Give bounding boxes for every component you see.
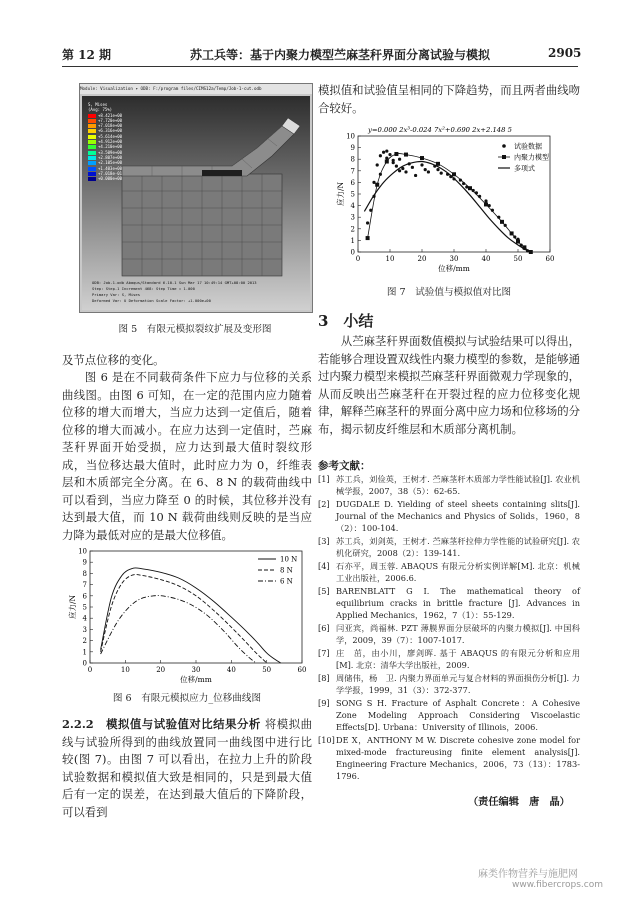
x-tick-label: 50 — [262, 666, 272, 674]
y-tick-label: 3 — [82, 625, 87, 634]
reference-text: DE X，ANTHONY M W. Discrete cohesive zone model for mixed-mode fractureusing finite element analysis[J]. Engineering Fracture Mechanics，2006，73（13）：1783-1796. — [336, 734, 580, 782]
fem-legend-swatch — [88, 161, 96, 165]
reference-item — [318, 535, 580, 559]
data-point — [392, 161, 395, 164]
reference-number: [2] — [318, 498, 330, 509]
figure-7-caption: 图 7 试验值与模拟值对比图 — [386, 287, 512, 298]
fem-legend-value: +1.403e+00 — [98, 165, 123, 171]
y-tick-label: 9 — [350, 144, 355, 153]
y-tick-label: 2 — [350, 225, 355, 234]
running-title: 苏工兵等：基于内聚力模型苎麻茎秆界面分离试验与模拟 — [190, 48, 491, 62]
fem-legend-value: +5.614e+00 — [98, 133, 123, 139]
x-tick-label: 0 — [87, 666, 93, 674]
reference-item — [318, 498, 580, 535]
y-tick-label: 8 — [350, 155, 355, 164]
fem-legend-value: +2.807e+00 — [98, 154, 123, 160]
x-tick-label: 40 — [226, 666, 236, 674]
x-axis-label: 位移/mm — [438, 264, 470, 273]
series-line-10n — [101, 568, 281, 663]
y-tick-label: 5 — [350, 190, 355, 199]
reference-item — [318, 473, 580, 497]
model-point — [529, 250, 533, 254]
y-axis-label: 应力/N — [68, 594, 77, 620]
reference-number: [6] — [318, 622, 330, 633]
x-tick-label: 0 — [355, 255, 361, 263]
references-list — [318, 473, 580, 783]
data-point — [385, 156, 388, 159]
fem-legend-value: +0.000e+00 — [98, 176, 123, 182]
left-continuation: 及节点位移的变化。 — [62, 353, 165, 367]
data-point — [484, 199, 487, 202]
legend-swatch — [502, 144, 506, 148]
x-tick-label: 60 — [545, 255, 555, 263]
data-point — [436, 168, 439, 171]
polynomial-fit-line — [364, 161, 527, 250]
responsible-editor: （责任编辑 唐 晶） — [468, 796, 570, 808]
data-point — [382, 151, 385, 154]
data-point — [376, 163, 379, 166]
model-point — [452, 172, 456, 176]
figure-5-caption: 图 5 有限元模拟裂纹扩展及变形图 — [118, 324, 272, 335]
fem-viewport — [82, 96, 310, 310]
reference-number: [9] — [318, 697, 330, 708]
model-point — [436, 162, 440, 166]
watermark-url: www.fibercrops.com — [512, 880, 603, 890]
fem-info-line: Deformed Var: U Deformation Scale Factor: +1.000e+00 — [92, 298, 211, 303]
fem-legend-value: +7.018e-01 — [98, 170, 123, 176]
x-tick-label: 10 — [385, 255, 395, 263]
legend-label: 10 N — [280, 555, 298, 564]
x-tick-label: 50 — [513, 255, 523, 263]
paragraph-fig6: 图 6 是在不同载荷条件下应力与位移的关系曲线图。由图 6 可知，在一定的范围内应力随着位移的增大而增大，当应力达到一定值后，随着位移的增大而减小。在应力达到一定值时，苎麻茎秆界面开始受损，应力达到最大值时裂纹形成，当位移达最大值时，此时应力为 0，纤维表层和木质部完全分离。在 6、8 N 的载荷曲线中可以看到，当应力降至 0 的时候，其位移并没有达到最大值，而 10 N 载荷曲线则反映的是当应力降为最低对应的是最大位移值。 — [62, 370, 312, 542]
fem-legend-value: +4.912e+00 — [98, 139, 123, 145]
model-point — [385, 160, 389, 164]
reference-item — [318, 560, 580, 584]
y-tick-label: 10 — [78, 547, 87, 556]
y-tick-label: 6 — [82, 592, 87, 601]
fem-info-line: Primary Var: S, Mises — [92, 292, 141, 297]
legend-label: 试验数据 — [514, 142, 542, 151]
reference-text: 闫亚宾，尚福林. PZT 薄膜界面分层破坏的内聚力模拟[J]. 中国科学，2009，39（7）：1007-1017. — [336, 622, 580, 646]
data-point — [388, 153, 391, 156]
reference-number: [3] — [318, 536, 330, 547]
reference-number: [10] — [318, 734, 335, 745]
legend-label: 6 N — [280, 577, 293, 586]
reference-text: 周储伟，杨 卫. 内聚力界面单元与复合材料的界面损伤分析[J]. 力学学报，1999，31（3）：372-377. — [336, 672, 580, 695]
reference-number: [1] — [318, 474, 330, 484]
figure-7-chart — [318, 122, 580, 284]
legend-label: 多项式 — [514, 164, 535, 173]
section-2-2-2-text: 将模拟曲线与试验所得到的曲线放置同一曲线图中进行比较(图 7)。由图 7 可以看出，在拉力上升的阶段试验数据和模拟值大致是相同的，只是到最大值后有一定的误差，在达到最大值后的下降阶段，可以看到 — [62, 717, 312, 819]
y-tick-label: 4 — [82, 614, 87, 623]
legend-swatch-marker — [502, 155, 506, 159]
fem-legend-value: +2.105e+00 — [98, 160, 123, 166]
x-tick-label: 10 — [120, 666, 130, 674]
fem-legend-title: S, Mises — [88, 102, 108, 107]
fem-legend-swatch — [88, 145, 96, 149]
figure-6-caption: 图 6 有限元模拟应力_位移曲线图 — [112, 693, 262, 704]
journal-issue: 第 12 期 — [62, 48, 112, 62]
reference-number: [8] — [318, 672, 330, 683]
y-tick-label: 0 — [350, 248, 355, 257]
y-tick-label: 7 — [82, 581, 87, 590]
y-tick-label: 6 — [350, 178, 355, 187]
watermark-text: 麻类作物营养与施肥网 — [478, 869, 578, 880]
model-point — [516, 240, 520, 244]
data-point — [424, 168, 427, 171]
model-point — [375, 183, 379, 187]
x-tick-label: 30 — [449, 255, 459, 263]
reference-text: SONG S H. Fracture of Asphalt Concrete：A Cohesive Zone Modeling Approach Considering Viscoelastic Effects[D]. Urbana：University of Illinois，2006. — [336, 697, 580, 733]
section-2-2-2-heading: 2.2.2 模拟值与试验值对比结果分析 — [62, 717, 261, 731]
reference-item — [318, 734, 580, 783]
y-axis-label: 应力/N — [336, 181, 345, 207]
legend-label: 8 N — [280, 566, 293, 575]
y-tick-label: 3 — [350, 213, 355, 222]
model-point — [394, 152, 398, 156]
fem-legend-value: +6.316e+00 — [98, 128, 123, 134]
y-tick-label: 10 — [346, 132, 355, 141]
reference-text: 苏工兵，刘剑英，王树才. 苎麻茎秆拉伸力学性能的试验研究[J]. 农机化研究，2008（2）：139-141. — [336, 536, 580, 559]
y-tick-label: 9 — [82, 558, 87, 567]
section-3-text: 从苎麻茎秆界面数值模拟与试验结果可以得出，若能够合理设置双线性内聚力模型的参数，是能够通过内聚力模型来模拟苎麻茎秆界面微观力学现象的，从而反映出苎麻茎秆在开裂过程的应力位移变化规律，解释苎麻茎秆的界面分离中应力场和位移场的分布，揭示韧皮纤维层和木质部分离机制。 — [318, 334, 581, 436]
fem-legend-subtitle: (Avg: 75%) — [88, 107, 113, 113]
reference-text: 石亦平，周玉蓉. ABAQUS 有限元分析实例详解[M]. 北京：机械工业出版社，2006.6. — [336, 560, 580, 584]
fem-legend-row — [88, 176, 122, 181]
data-point — [427, 170, 430, 173]
reference-number: [5] — [318, 585, 330, 596]
fem-legend-swatch — [88, 114, 96, 118]
y-tick-label: 7 — [350, 167, 355, 176]
fem-legend-swatch — [88, 129, 96, 133]
y-tick-label: 1 — [82, 648, 87, 657]
y-tick-label: 4 — [350, 202, 355, 211]
data-point — [366, 221, 369, 224]
data-point — [372, 181, 375, 184]
model-point — [468, 186, 472, 190]
fem-info-line: ODB: Job-1.odb Abaqus/Standard 6.10-1 Sun Mar 17 10:49:14 GMT+08:00 2013 — [92, 280, 257, 285]
x-tick-label: 60 — [297, 666, 307, 674]
y-tick-label: 5 — [82, 603, 87, 612]
x-axis-label: 位移/mm — [180, 675, 212, 684]
data-point — [414, 174, 417, 177]
data-point — [411, 166, 414, 169]
data-point — [379, 154, 382, 157]
reference-text: DUGDALE D. Yielding of steel sheets containing slits[J]. Journal of the Mechanics and Physics of Solids，1960，8（2）：100-104. — [336, 498, 580, 534]
fem-legend-swatch — [88, 177, 96, 181]
figure-5-fem-screenshot — [79, 83, 313, 313]
section-2-2-2 — [62, 716, 312, 821]
fem-legend-swatch — [88, 167, 96, 171]
fem-legend — [88, 102, 122, 181]
x-tick-label: 20 — [156, 666, 166, 674]
fem-legend-value: +3.509e+00 — [98, 149, 123, 155]
model-point — [366, 236, 370, 240]
regression-equation: y=0.000 2x³-0.024 7x²+0.690 2x+2.148 5 — [368, 126, 512, 134]
reference-item — [318, 622, 580, 646]
data-point — [420, 163, 423, 166]
section-3-heading: 3 小结 — [318, 312, 374, 330]
data-point — [440, 172, 443, 175]
header-rule — [62, 66, 578, 67]
data-point — [404, 170, 407, 173]
data-point — [395, 165, 398, 168]
model-point — [404, 153, 408, 157]
y-tick-label: 2 — [82, 637, 87, 646]
reference-number: [4] — [318, 560, 330, 571]
reference-text: 苏工兵，刘俭英，王树才. 苎麻茎秆木质部力学性能试验[J]. 农业机械学报，2007，38（5）：62-65. — [336, 474, 580, 497]
reference-item — [318, 672, 580, 696]
figure-6-chart — [62, 545, 314, 685]
x-tick-label: 30 — [191, 666, 201, 674]
y-tick-label: 8 — [82, 569, 87, 578]
series-line-8n — [101, 574, 267, 663]
model-point — [420, 156, 424, 160]
model-point — [510, 231, 514, 235]
reference-text: 庄 茁，由小川，廖剑晖. 基于 ABAQUS 的有限元分析和应用[M]. 北京：清华大学出版社，2009. — [336, 647, 580, 671]
reference-item — [318, 585, 580, 622]
reference-item — [318, 647, 580, 671]
fem-legend-value: +8.421e+00 — [98, 112, 123, 118]
fem-legend-value: +7.720e+00 — [98, 117, 123, 123]
data-point — [398, 158, 401, 161]
data-point — [385, 149, 388, 152]
fem-legend-value: +4.210e+00 — [98, 144, 123, 150]
fem-titlebar: Module: Visualization ▾ ODB: F:/program files/CIMS12a/Temp/Job-1-cut.odb — [80, 84, 312, 94]
x-tick-label: 40 — [481, 255, 491, 263]
reference-item — [318, 697, 580, 734]
reference-text: BARENBLATT G I. The mathematical theory of equilibrium cracks in brittle fracture [J]. Advances in Applied Mechanics，1962，7（1）：55-129. — [336, 585, 580, 621]
y-tick-label: 1 — [350, 236, 355, 245]
y-tick-label: 0 — [82, 659, 87, 668]
model-point — [500, 220, 504, 224]
fem-info-line: Step: Step-1 Increment 468: Step Time = 1.000 — [92, 286, 195, 291]
legend-label: 内聚力模型 — [514, 153, 549, 162]
references-title: 参考文献： — [318, 460, 371, 472]
page-number: 2905 — [548, 46, 582, 60]
reference-number: [7] — [318, 647, 330, 658]
right-continuation: 模拟值和试验值呈相同的下降趋势，而且两者曲线吻合较好。 — [318, 83, 580, 115]
model-point — [484, 202, 488, 206]
series-line-6n — [101, 596, 257, 663]
x-tick-label: 20 — [417, 255, 427, 263]
fem-legend-value: +7.018e+00 — [98, 123, 123, 129]
